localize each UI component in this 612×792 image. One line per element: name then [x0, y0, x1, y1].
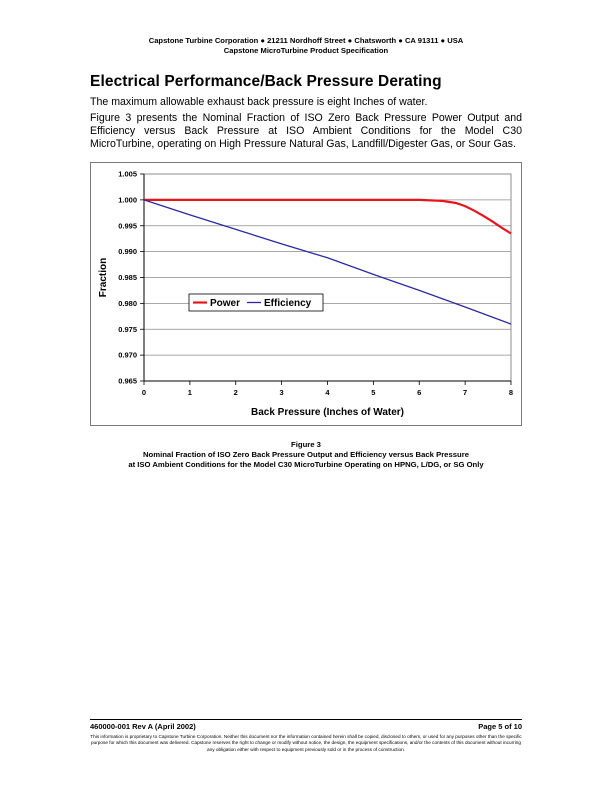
y-tick-label-1.000: 1.000	[118, 195, 137, 205]
section-title: Electrical Performance/Back Pressure Derating	[90, 73, 442, 90]
figure-caption-line-2: at ISO Ambient Conditions for the Model C30 MicroTurbine Operating on HPNG, L/DG, or SG Only	[128, 460, 484, 469]
y-tick-label-1.005: 1.005	[118, 169, 137, 179]
x-tick-label-6: 6	[417, 388, 422, 397]
x-tick-label-4: 4	[325, 388, 330, 397]
y-tick-label-0.975: 0.975	[118, 324, 137, 334]
y-tick-label-0.980: 0.980	[118, 298, 137, 308]
footer-page-number: Page 5 of 10	[478, 722, 522, 731]
legend-label-power: Power	[210, 298, 241, 309]
y-tick-label-0.985: 0.985	[118, 273, 137, 283]
footer-proprietary-notice: This information is proprietary to Capstone Turbine Corporation. Neither this document nor the information contained herein shall be copied, disclosed to others, or used for any purposes other than the specific purpose for which this document was delivered. Capstone reserves the right to change or modify without notice, the design, the equipment specifications, and/or the contents of this document without incurring any obligation either with respect to equipment previously sold or in the process of construction.	[90, 734, 522, 752]
x-tick-label-5: 5	[371, 388, 376, 397]
figure-caption-line-1: Nominal Fraction of ISO Zero Back Pressure Output and Efficiency versus Back Pressure	[143, 450, 469, 459]
paragraph-figure-intro: Figure 3 presents the Nominal Fraction of ISO Zero Back Pressure Power Output and Efficiency versus Back Pressure at ISO Ambient Conditions for the Model C30 MicroTurbine, operating on High Pressure Natural Gas, Landfill/Digester Gas, or Sour Gas.	[90, 112, 522, 150]
x-tick-label-3: 3	[279, 388, 284, 397]
figure-3-chart	[90, 162, 522, 426]
x-tick-label-0: 0	[141, 388, 147, 397]
figure-caption	[0, 440, 612, 470]
footer-doc-id: 460000-001 Rev A (April 2002)	[90, 722, 196, 731]
figure-label: Figure 3	[291, 440, 321, 449]
y-tick-label-0.995: 0.995	[118, 221, 137, 231]
footer-rule	[90, 719, 522, 720]
x-axis-label: Back Pressure (Inches of Water)	[250, 407, 405, 418]
x-tick-label-2: 2	[233, 388, 238, 397]
page-header	[0, 36, 612, 56]
x-tick-label-1: 1	[187, 388, 192, 397]
header-address: Capstone Turbine Corporation ● 21211 Nordhoff Street ● Chatsworth ● CA 91311 ● USA	[148, 36, 464, 45]
x-tick-label-7: 7	[463, 388, 468, 397]
y-tick-label-0.965: 0.965	[118, 376, 137, 386]
legend-label-efficiency: Efficiency	[264, 298, 312, 309]
y-tick-label-0.970: 0.970	[118, 350, 137, 360]
paragraph-max-back-pressure: The maximum allowable exhaust back pressure is eight Inches of water.	[90, 96, 428, 108]
y-axis-label: Fraction	[98, 257, 109, 298]
y-tick-label-0.990: 0.990	[118, 247, 137, 257]
chart-svg	[91, 163, 521, 425]
x-tick-label-8: 8	[508, 388, 514, 397]
header-product: Capstone MicroTurbine Product Specification	[223, 46, 389, 55]
